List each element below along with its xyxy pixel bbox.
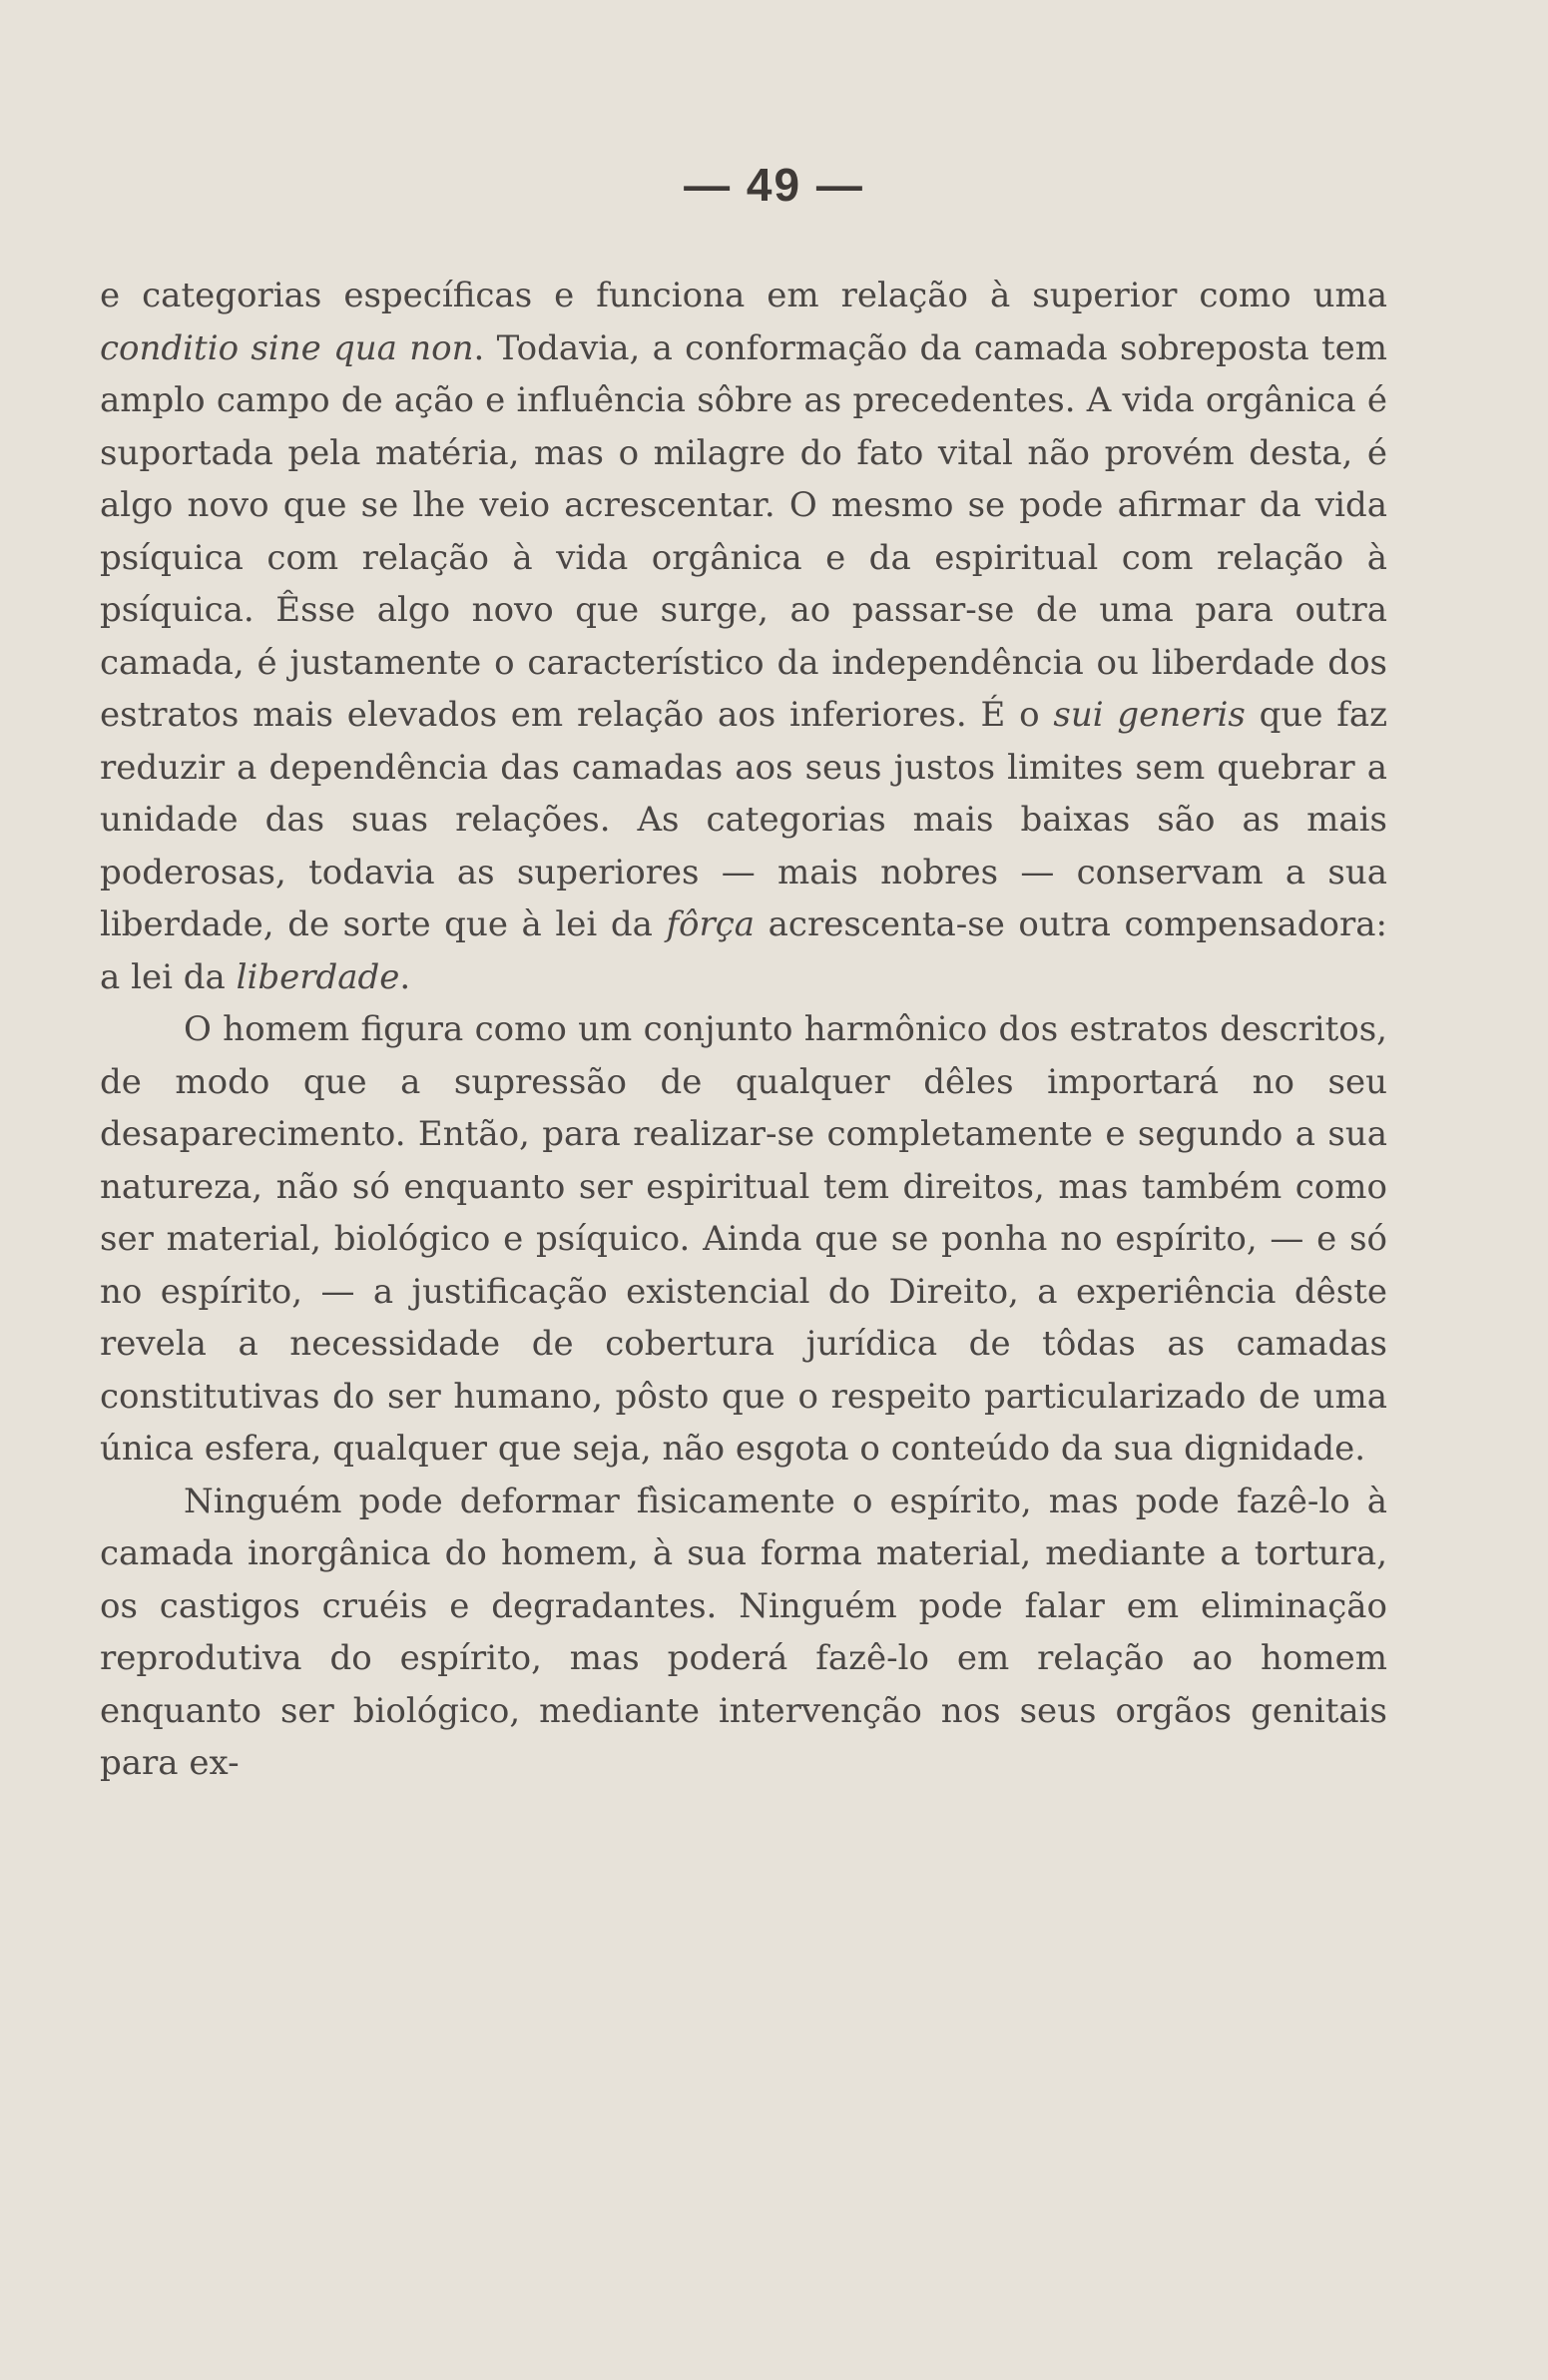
italic-term-liberdade: liberdade [236, 956, 400, 997]
paragraph-1-part-c: . Todavia, a conformação da camada sobreposta tem amplo campo de ação e influência sôbre as precedentes. A vida orgânica é suportada pela matéria, mas o milagre do fato vital não provém desta, é algo novo que se lhe veio acrescentar. O mesmo se pode afirmar da vida psíquica com relação à vida orgânica e da espiritual com relação à psíquica. Êsse algo novo que surge, ao passar-se de uma para outra camada, é justamente o característico da independência ou liberdade dos estratos mais elevados em relação aos inferiores. É o [100, 327, 1387, 735]
paragraph-1-part-i: . [399, 956, 411, 997]
page-number: — 49 — [684, 159, 864, 211]
paragraph-3: Ninguém pode deformar fìsicamente o espírito, mas pode fazê-lo à camada inorgânica do homem, à sua forma material, mediante a tortura, os castigos cruéis e degradantes. Ninguém pode falar em eliminação reprodutiva do espírito, mas poderá fazê-lo em relação ao homem enquanto ser biológico, mediante intervenção nos seus orgãos genitais para ex- [100, 1481, 1387, 1783]
paragraph-2: O homem figura como um conjunto harmônico dos estratos descritos, de modo que a supressão de qualquer dêles importará no seu desaparecimento. Então, para realizar-se completamente e segundo a sua natureza, não só enquanto ser espiritual tem direitos, mas também como ser material, biológico e psíquico. Ainda que se ponha no espírito, — e só no espírito, — a justificação existencial do Direito, a experiência dêste revela a necessidade de cobertura jurídica de tôdas as camadas constitutivas do ser humano, pôsto que o respeito particularizado de uma única esfera, qualquer que seja, não esgota o conteúdo da sua dignidade. [100, 1009, 1387, 1469]
italic-term-forca: fôrça [666, 904, 756, 944]
paragraph-1-part-g: acrescenta-se outra compensadora: a lei da [100, 904, 1387, 997]
paragraph-1-part-e: que faz reduzir a dependência das camadas aos seus justos limites sem quebrar a unidade das suas relações. As categorias mais baixas são as mais poderosas, todavia as superiores — mais nobres — conservam a sua liberdade, de sorte que à lei da [100, 695, 1387, 944]
paragraph-1-part-a: e categorias específicas e funciona em relação à superior como uma [100, 276, 1387, 315]
latin-phrase: conditio sine qua non [100, 327, 474, 368]
body-text [100, 270, 1387, 1790]
paragraph-1 [100, 270, 1387, 1003]
italic-term-sui-generis: sui generis [1053, 695, 1246, 735]
